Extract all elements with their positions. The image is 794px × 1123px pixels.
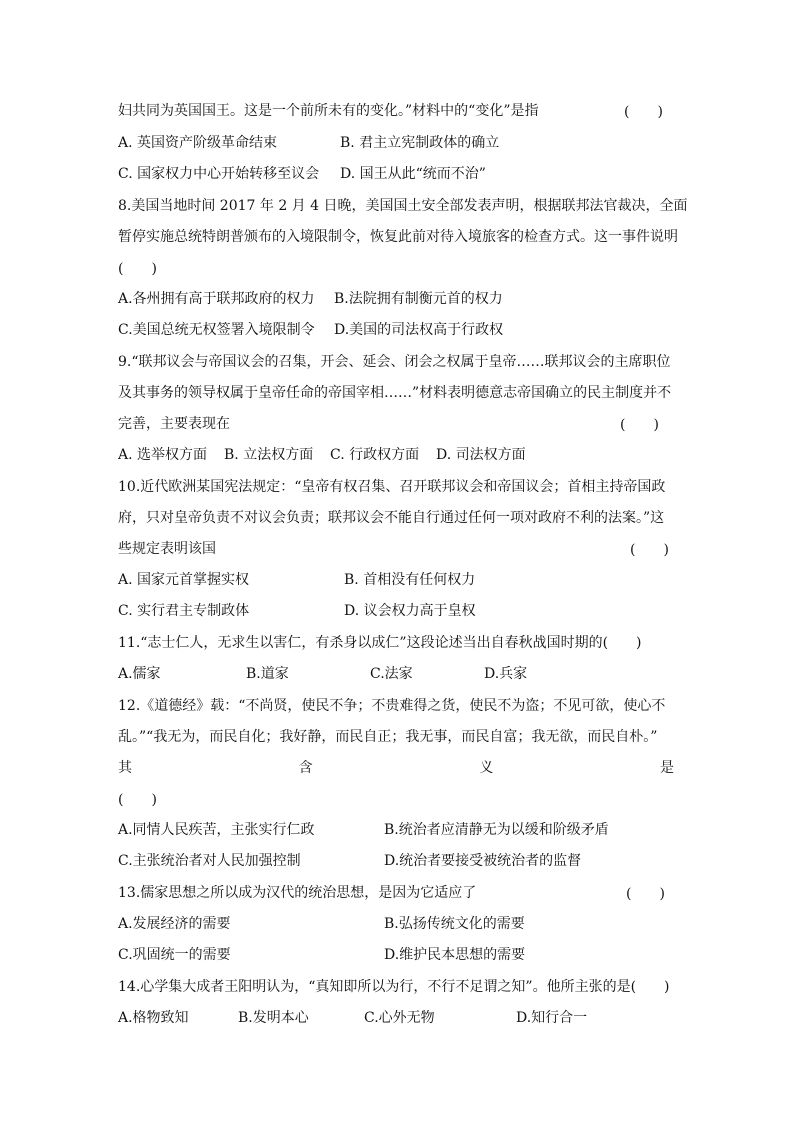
q9-option-d[interactable]: D. 司法权方面	[436, 447, 526, 463]
q11-option-c[interactable]: C.法家	[370, 666, 413, 682]
q9-answer-bracket[interactable]: ( )	[620, 417, 659, 433]
q7-option-d[interactable]: D. 国王从此“统而不治”	[340, 166, 486, 182]
q9-option-c[interactable]: C. 行政权方面	[330, 447, 420, 463]
q14-option-b[interactable]: B.发明本心	[238, 1010, 309, 1026]
q9-option-b[interactable]: B. 立法权方面	[224, 447, 314, 463]
q9-stem-line1: 9.“联邦议会与帝国议会的召集，开会、延会、闭会之权属于皇帝……联邦议会的主席职位	[118, 354, 671, 370]
q12-stem-line1: 12.《道德经》载：“不尚贤，使民不争；不贵难得之货，使民不为盗；不见可欲，使心不	[118, 698, 666, 714]
q14-option-c[interactable]: C.心外无物	[364, 1010, 435, 1026]
q11-stem: 11.“志士仁人，无求生以害仁，有杀身以成仁”这段论述当出自春秋战国时期的( )	[118, 635, 642, 651]
q7-answer-bracket[interactable]: ( )	[624, 104, 663, 120]
q8-answer-bracket[interactable]: ( )	[118, 261, 157, 277]
q12-stem-char-2: 含	[298, 760, 313, 776]
q13-answer-bracket[interactable]: ( )	[626, 886, 665, 902]
q8-option-d[interactable]: D.美国的司法权高于行政权	[334, 322, 504, 338]
q12-stem-char-1: 其	[118, 760, 132, 776]
q8-option-a[interactable]: A.各州拥有高于联邦政府的权力	[118, 291, 315, 307]
q8-option-b[interactable]: B.法院拥有制衡元首的权力	[334, 291, 503, 307]
q8-stem-line2: 暂停实施总统特朗普颁布的入境限制令，恢复此前对待入境旅客的检查方式。这一事件说明	[118, 229, 678, 245]
q11-option-b[interactable]: B.道家	[246, 666, 289, 682]
q7-option-c[interactable]: C. 国家权力中心开始转移至议会	[118, 166, 320, 182]
q9-stem-line2: 及其事务的领导权属于皇帝任命的帝国宰相……”材料表明德意志帝国确立的民主制度并不	[118, 385, 672, 401]
q13-option-c[interactable]: C.巩固统一的需要	[118, 947, 231, 963]
q12-stem-char-3: 义	[479, 760, 494, 776]
q12-stem-char-4: 是	[659, 760, 674, 776]
q10-option-d[interactable]: D. 议会权力高于皇权	[344, 603, 476, 619]
q14-option-d[interactable]: D.知行合一	[516, 1010, 588, 1026]
q13-option-b[interactable]: B.弘扬传统文化的需要	[384, 916, 525, 932]
q8-option-c[interactable]: C.美国总统无权签署入境限制令	[118, 322, 315, 338]
q14-option-a[interactable]: A.格物致知	[118, 1010, 189, 1026]
q10-stem-line3: 些规定表明该国	[118, 541, 216, 557]
q13-option-a[interactable]: A.发展经济的需要	[118, 916, 231, 932]
q10-option-b[interactable]: B. 首相没有任何权力	[344, 572, 476, 588]
q14-stem: 14.心学集大成者王阳明认为，“真知即所以为行，不行不足谓之知”。他所主张的是( )	[118, 979, 670, 995]
q8-stem-line1: 8.美国当地时间 2017 年 2 月 4 日晚，美国国土安全部发表声明，根据联邦法官裁决，全面	[118, 198, 688, 214]
q12-answer-bracket[interactable]: ( )	[118, 792, 157, 808]
q11-option-d[interactable]: D.兵家	[484, 666, 528, 682]
q10-option-a[interactable]: A. 国家元首掌握实权	[118, 572, 250, 588]
q9-stem-line3: 完善，主要表现在	[118, 416, 230, 432]
q7-option-a[interactable]: A. 英国资产阶级革命结束	[118, 135, 278, 151]
q10-answer-bracket[interactable]: ( )	[630, 542, 669, 558]
q9-option-a[interactable]: A. 选举权方面	[118, 447, 208, 463]
q12-option-b[interactable]: B.统治者应清静无为以缓和阶级矛盾	[384, 822, 609, 838]
q11-option-a[interactable]: A.儒家	[118, 666, 161, 682]
q10-stem-line2: 府，只对皇帝负责不对议会负责；联邦议会不能自行通过任何一项对政府不利的法案。”这	[118, 510, 665, 526]
q13-option-d[interactable]: D.维护民本思想的需要	[384, 947, 526, 963]
q10-option-c[interactable]: C. 实行君主专制政体	[118, 603, 250, 619]
q12-option-a[interactable]: A.同情人民疾苦，主张实行仁政	[118, 822, 315, 838]
q7-stem: 妇共同为英国国王。这是一个前所未有的变化。”材料中的“变化”是指	[118, 103, 539, 119]
q12-option-c[interactable]: C.主张统治者对人民加强控制	[118, 853, 301, 869]
q12-stem-line2: 乱。”“我无为，而民自化；我好静，而民自正；我无事，而民自富；我无欲，而民自朴。”	[118, 729, 658, 745]
q12-option-d[interactable]: D.统治者要接受被统治者的监督	[384, 853, 582, 869]
q12-stem-line3	[118, 758, 674, 778]
q7-option-b[interactable]: B. 君主立宪制政体的确立	[340, 135, 500, 151]
q13-stem: 13.儒家思想之所以成为汉代的统治思想，是因为它适应了	[118, 885, 477, 901]
q10-stem-line1: 10.近代欧洲某国宪法规定：“皇帝有权召集、召开联邦议会和帝国议会；首相主持帝国政	[118, 479, 666, 495]
